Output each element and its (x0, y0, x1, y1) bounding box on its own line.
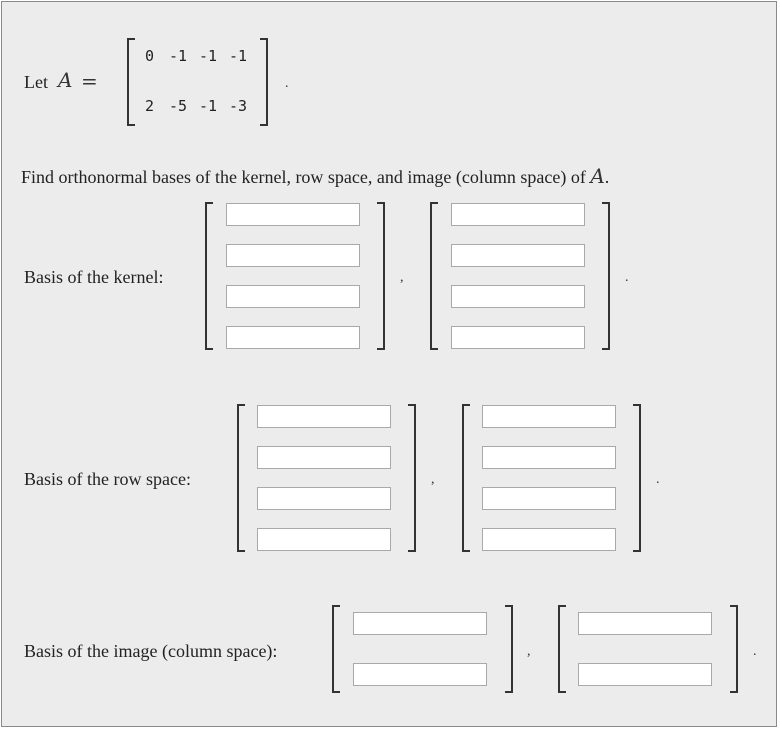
matrix-symbol: A (58, 68, 73, 92)
image-v1-entry-1[interactable] (353, 612, 487, 635)
row-v1-entry-4[interactable] (257, 528, 391, 551)
question-body: Find orthonormal bases of the kernel, row space, and image (column space) of (21, 167, 586, 187)
kernel-comma: , (400, 270, 404, 285)
kernel-v1-entry-2[interactable] (226, 244, 360, 267)
question-text (21, 164, 609, 188)
question-matrix-symbol: A (590, 164, 605, 188)
matrix-period: . (285, 76, 289, 91)
row-v1-left-bracket (237, 404, 245, 552)
kernel-v2-left-bracket (430, 202, 438, 350)
image-v1-entry-2[interactable] (353, 663, 487, 686)
row-v2-entry-1[interactable] (482, 405, 616, 428)
row-v1-entry-3[interactable] (257, 487, 391, 510)
matrix-cell: -1 (199, 97, 218, 115)
row-v1-entry-1[interactable] (257, 405, 391, 428)
kernel-v2-entry-3[interactable] (451, 285, 585, 308)
let-label: Let (24, 72, 48, 92)
image-label: Basis of the image (column space): (24, 641, 278, 661)
row-v2-entry-3[interactable] (482, 487, 616, 510)
kernel-v2-entry-4[interactable] (451, 326, 585, 349)
kernel-v2-entry-1[interactable] (451, 203, 585, 226)
matrix-right-bracket (260, 38, 268, 126)
matrix-cell: -1 (199, 47, 218, 65)
question-panel (1, 1, 777, 727)
image-v2-entry-1[interactable] (578, 612, 712, 635)
question-period: . (604, 167, 610, 187)
row-v1-right-bracket (408, 404, 416, 552)
kernel-v1-right-bracket (377, 202, 385, 350)
row-v2-entry-4[interactable] (482, 528, 616, 551)
image-v2-entry-2[interactable] (578, 663, 712, 686)
image-v1-right-bracket (505, 605, 513, 693)
matrix-cell: -3 (229, 97, 248, 115)
kernel-v1-left-bracket (205, 202, 213, 350)
matrix-cell: 2 (145, 97, 155, 115)
image-v2-left-bracket (558, 605, 566, 693)
kernel-label: Basis of the kernel: (24, 267, 164, 287)
row-space-label: Basis of the row space: (24, 469, 191, 489)
image-period: . (753, 644, 757, 659)
matrix-cell: 0 (145, 47, 155, 65)
image-comma: , (527, 644, 531, 659)
image-v2-right-bracket (730, 605, 738, 693)
kernel-v2-right-bracket (602, 202, 610, 350)
matrix-cell: -1 (229, 47, 248, 65)
row-space-period: . (656, 472, 660, 487)
row-v2-right-bracket (633, 404, 641, 552)
row-v2-left-bracket (462, 404, 470, 552)
kernel-v2-entry-2[interactable] (451, 244, 585, 267)
image-v1-left-bracket (332, 605, 340, 693)
row-space-comma: , (431, 472, 435, 487)
kernel-period: . (625, 270, 629, 285)
row-v1-entry-2[interactable] (257, 446, 391, 469)
matrix-cell: -5 (169, 97, 188, 115)
kernel-v1-entry-3[interactable] (226, 285, 360, 308)
kernel-v1-entry-1[interactable] (226, 203, 360, 226)
matrix-cell: -1 (169, 47, 188, 65)
row-v2-entry-2[interactable] (482, 446, 616, 469)
equals-sign: = (81, 69, 98, 93)
matrix-left-bracket (127, 38, 135, 126)
kernel-v1-entry-4[interactable] (226, 326, 360, 349)
